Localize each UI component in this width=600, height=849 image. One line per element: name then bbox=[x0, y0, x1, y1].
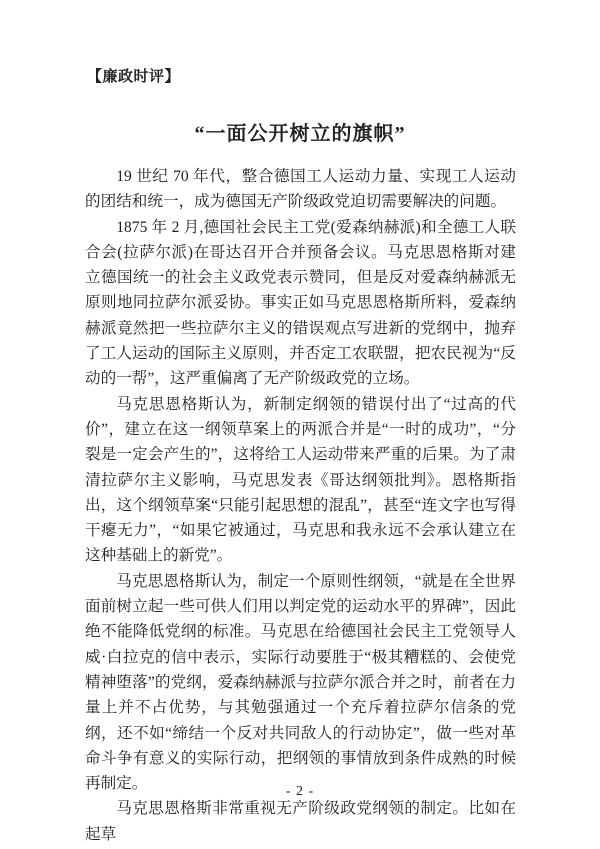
page-number: - 2 - bbox=[285, 784, 315, 799]
paragraph-5: 马克思恩格斯非常重视无产阶级政党纲领的制定。比如在起草 bbox=[85, 800, 516, 843]
paragraph-1: 19 世纪 70 年代，整合德国工人运动力量、实现工人运动的团结和统一，成为德国无产阶级政党迫切需要解决的问题。 bbox=[85, 168, 516, 211]
paragraph-3: 马克思恩格斯认为，新制定纲领的错误付出了“过高的代价”，建立在这一纲领草案上的两派合并是“一时的成功”，“分裂是一定会产生的”，这将给工人运动带来严重的后果。为了肃清拉萨尔主义影响，马克思发表《哥达纲领批判》。恩格斯指出，这个纲领草案“只能引起思想的混乱”，甚至“连文字也写得干瘪无力”，“如果它被通过，马克思和我永远不会承认建立在这种基础上的新党”。 bbox=[85, 395, 516, 565]
section-tag: 【廉政时评】 bbox=[87, 69, 181, 85]
document-title: “一面公开树立的旗帜” bbox=[194, 123, 406, 145]
article-body bbox=[85, 164, 516, 847]
paragraph-2: 1875 年 2 月,德国社会民主工党(爱森纳赫派)和全德工人联合会(拉萨尔派)在哥达召开合并预备会议。马克思恩格斯对建立德国统一的社会主义政党表示赞同，但是反对爱森纳赫派无原则地同拉萨尔派妥协。事实正如马克思恩格斯所料，爱森纳赫派竟然把一些拉萨尔主义的错误观点写进新的党纲中，抛弃了工人运动的国际主义原则，并否定工农联盟，把农民视为“反动的一帮”，这严重偏离了无产阶级政党的立场。 bbox=[85, 218, 516, 388]
paragraph-4: 马克思恩格斯认为，制定一个原则性纲领，“就是在全世界面前树立起一些可供人们用以判定党的运动水平的界碑”，因此绝不能降低党纲的标准。马克思在给德国社会民主工党领导人威·白拉克的信中表示，实际行动要胜于“极其糟糕的、会使党精神堕落”的党纲，爱森纳赫派与拉萨尔派合并之时，前者在力量上并不占优势，与其勉强通过一个充斥着拉萨尔信条的党纲，还不如“缔结一个反对共同敌人的行动协定”，做一些对革命斗争有意义的实际行动，把纲领的事情放到条件成熟的时候再制定。 bbox=[85, 572, 516, 793]
